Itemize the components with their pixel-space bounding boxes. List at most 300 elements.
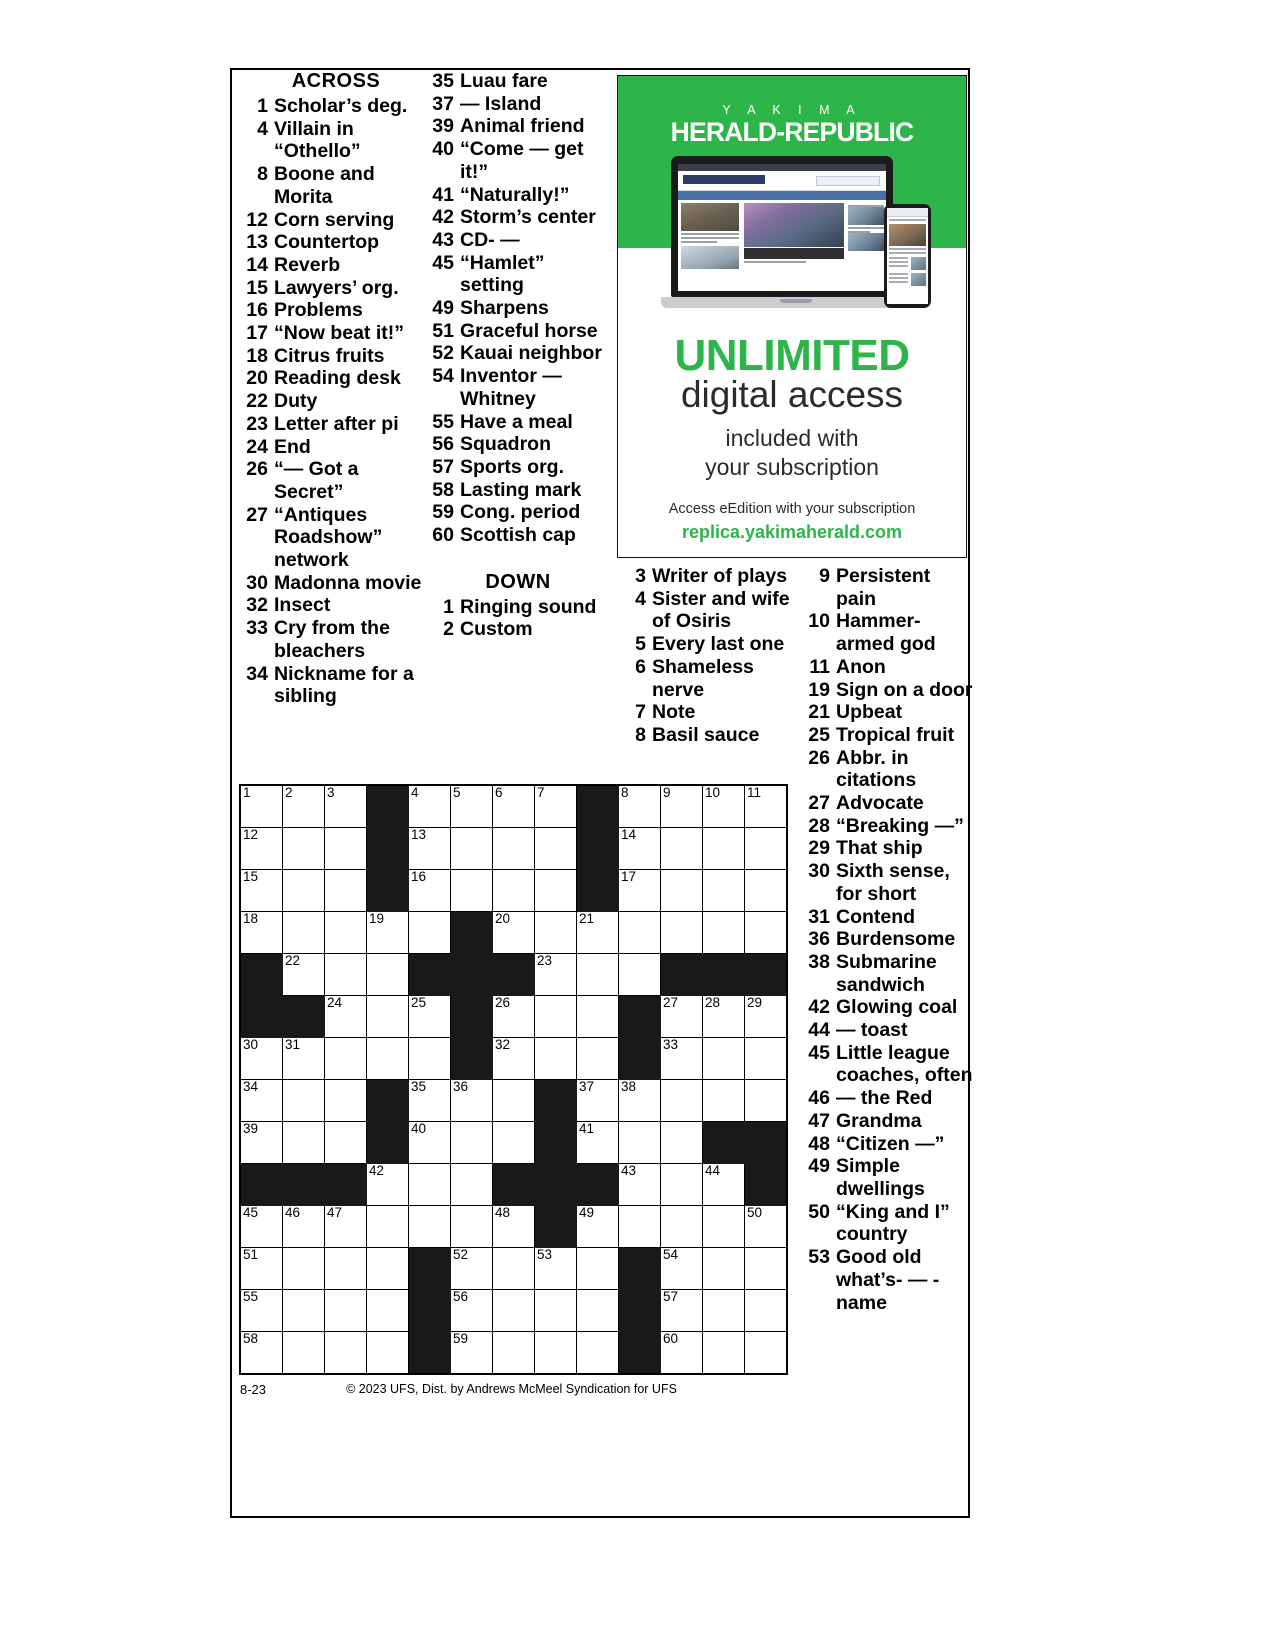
headline-line	[681, 241, 717, 243]
grid-cell[interactable]	[240, 785, 283, 828]
grid-cell[interactable]	[367, 1164, 409, 1206]
clue-number: 26	[246, 458, 268, 481]
grid-cell-block	[619, 996, 661, 1038]
grid-cell[interactable]	[325, 1248, 367, 1290]
grid-cell-block	[745, 954, 788, 996]
grid-cell[interactable]	[661, 1332, 703, 1375]
grid-cell[interactable]	[325, 1122, 367, 1164]
clue-text: Ringing sound	[460, 595, 597, 618]
clue-item	[428, 501, 608, 524]
clue-item	[242, 436, 422, 459]
grid-cell[interactable]	[451, 1122, 493, 1164]
clue-text: Boone and Morita	[274, 163, 375, 208]
grid-cell[interactable]	[703, 996, 745, 1038]
clue-item	[428, 411, 608, 434]
grid-cell[interactable]	[325, 1038, 367, 1080]
grid-row	[240, 954, 787, 996]
grid-cell-number: 51	[243, 1247, 259, 1262]
grid-cell[interactable]	[703, 828, 745, 870]
clue-text: “Now beat it!”	[274, 322, 404, 345]
grid-row	[240, 1080, 787, 1122]
clue-number: 39	[432, 115, 454, 138]
across-heading: ACROSS	[291, 70, 381, 92]
grid-cell[interactable]	[283, 912, 325, 954]
grid-cell-number: 46	[285, 1205, 301, 1220]
grid-cell[interactable]	[619, 828, 661, 870]
grid-cell[interactable]	[577, 1206, 619, 1248]
grid-cell[interactable]	[367, 912, 409, 954]
grid-cell[interactable]	[703, 870, 745, 912]
grid-cell[interactable]	[703, 1248, 745, 1290]
grid-row	[240, 870, 787, 912]
grid-cell[interactable]	[451, 1332, 493, 1375]
grid-cell[interactable]	[283, 1206, 325, 1248]
clue-number: 19	[808, 678, 830, 701]
clue-number: 54	[432, 365, 454, 388]
clue-text: Nickname for a sibling	[274, 662, 414, 708]
site-header	[678, 171, 886, 191]
grid-cell-number: 52	[453, 1247, 469, 1262]
grid-cell-number: 11	[747, 785, 762, 800]
grid-cell-number: 25	[411, 995, 427, 1010]
grid-cell[interactable]	[745, 870, 788, 912]
clue-number: 6	[635, 655, 646, 678]
grid-cell[interactable]	[745, 785, 788, 828]
grid-cell[interactable]	[577, 1248, 619, 1290]
grid-cell[interactable]	[451, 1248, 493, 1290]
grid-cell[interactable]	[703, 785, 745, 828]
grid-cell[interactable]	[577, 912, 619, 954]
clue-number: 49	[808, 1155, 830, 1178]
grid-cell[interactable]	[451, 828, 493, 870]
clue-item	[428, 115, 608, 138]
grid-cell[interactable]	[283, 1080, 325, 1122]
grid-cell[interactable]	[577, 1122, 619, 1164]
clue-text: CD- —	[460, 228, 520, 251]
phone-text-line	[889, 219, 926, 221]
grid-cell[interactable]	[283, 785, 325, 828]
grid-cell-block	[619, 1248, 661, 1290]
grid-cell[interactable]	[535, 1038, 577, 1080]
grid-cell[interactable]	[325, 870, 367, 912]
grid-cell[interactable]	[577, 996, 619, 1038]
grid-cell[interactable]	[745, 828, 788, 870]
grid-cell[interactable]	[661, 1080, 703, 1122]
clue-number: 1	[257, 95, 268, 117]
crossword-grid[interactable]	[239, 784, 788, 1375]
clue-text: Grandma	[836, 1109, 922, 1132]
grid-cell[interactable]	[240, 828, 283, 870]
grid-cell[interactable]	[367, 1038, 409, 1080]
grid-cell[interactable]	[325, 1080, 367, 1122]
phone-thumbnail	[911, 257, 926, 270]
clue-item	[804, 996, 974, 1019]
grid-cell-number: 6	[495, 785, 503, 800]
grid-row	[240, 1290, 787, 1332]
grid-cell-number: 2	[285, 785, 293, 800]
grid-cell-number: 17	[621, 869, 637, 884]
grid-cell[interactable]	[451, 785, 493, 828]
clue-item	[804, 679, 974, 702]
clue-item	[804, 906, 974, 929]
grid-cell[interactable]	[493, 870, 535, 912]
clue-number: 42	[808, 996, 830, 1019]
grid-cell[interactable]	[535, 1248, 577, 1290]
across-clue-list-1	[242, 95, 422, 708]
grid-cell[interactable]	[409, 1038, 451, 1080]
grid-cell[interactable]	[745, 1038, 788, 1080]
grid-cell[interactable]	[283, 1248, 325, 1290]
grid-cell-number: 1	[243, 785, 251, 800]
grid-cell[interactable]	[493, 785, 535, 828]
clue-text: Luau fare	[460, 70, 548, 92]
phone-text-line	[889, 252, 926, 254]
grid-cell-block	[240, 954, 283, 996]
clue-number: 45	[432, 251, 454, 274]
grid-cell[interactable]	[367, 996, 409, 1038]
grid-cell-number: 44	[705, 1163, 721, 1178]
grid-cell-number: 27	[663, 995, 679, 1010]
grid-cell[interactable]	[535, 912, 577, 954]
grid-cell[interactable]	[577, 954, 619, 996]
grid-cell-number: 45	[243, 1205, 259, 1220]
grid-cell[interactable]	[325, 912, 367, 954]
grid-cell[interactable]	[619, 912, 661, 954]
inline-ad-image	[681, 246, 739, 269]
clue-item	[620, 565, 800, 588]
grid-cell[interactable]	[661, 1248, 703, 1290]
clue-text: “Breaking —”	[836, 814, 964, 837]
grid-cell[interactable]	[240, 1206, 283, 1248]
grid-cell[interactable]	[619, 1122, 661, 1164]
clue-number: 50	[808, 1200, 830, 1223]
grid-cell-block	[240, 996, 283, 1038]
grid-cell[interactable]	[661, 1290, 703, 1332]
grid-cell[interactable]	[409, 1206, 451, 1248]
clue-number: 49	[432, 297, 454, 320]
subscription-advertisement[interactable]	[617, 75, 967, 558]
grid-cell[interactable]	[535, 870, 577, 912]
grid-cell[interactable]	[745, 996, 788, 1038]
grid-cell-number: 33	[663, 1037, 679, 1052]
grid-cell-number: 32	[495, 1037, 511, 1052]
grid-cell[interactable]	[619, 1164, 661, 1206]
grid-cell[interactable]	[619, 870, 661, 912]
clue-item	[428, 342, 608, 365]
grid-cell-number: 50	[747, 1205, 763, 1220]
grid-cell[interactable]	[240, 1122, 283, 1164]
grid-cell[interactable]	[493, 1080, 535, 1122]
grid-cell-number: 10	[705, 785, 721, 800]
clue-number: 4	[257, 117, 268, 140]
site-logo	[683, 175, 765, 184]
grid-cell-number: 40	[411, 1121, 427, 1136]
grid-cell[interactable]	[451, 870, 493, 912]
content-center-column	[742, 200, 846, 276]
grid-cell[interactable]	[325, 785, 367, 828]
clue-text: Note	[652, 701, 696, 724]
grid-cell[interactable]	[493, 1206, 535, 1248]
clue-number: 12	[246, 208, 268, 231]
grid-cell-number: 29	[747, 995, 763, 1010]
grid-cell[interactable]	[493, 912, 535, 954]
clue-text: Custom	[460, 618, 533, 641]
grid-cell[interactable]	[493, 1038, 535, 1080]
down-clue-list-head	[428, 596, 608, 641]
grid-cell[interactable]	[535, 996, 577, 1038]
laptop-webpage	[678, 164, 886, 291]
grid-cell[interactable]	[703, 912, 745, 954]
grid-cell-number: 16	[411, 869, 427, 884]
grid-cell[interactable]	[661, 912, 703, 954]
clue-text: Problems	[274, 299, 363, 322]
grid-cell[interactable]	[661, 1164, 703, 1206]
grid-cell[interactable]	[367, 954, 409, 996]
grid-cell[interactable]	[240, 1080, 283, 1122]
grid-cell[interactable]	[619, 1080, 661, 1122]
clue-number: 17	[246, 322, 268, 345]
clue-number: 30	[246, 571, 268, 594]
ad-headline-digital-access: digital access	[680, 374, 904, 415]
ad-replica-link[interactable]: replica.yakimaherald.com	[681, 522, 903, 542]
grid-cell[interactable]	[493, 1332, 535, 1375]
grid-cell[interactable]	[283, 828, 325, 870]
grid-cell[interactable]	[745, 1290, 788, 1332]
grid-cell-number: 8	[621, 785, 629, 800]
grid-cell-block	[409, 1332, 451, 1375]
grid-cell[interactable]	[535, 828, 577, 870]
clue-text: — the Red	[836, 1087, 933, 1110]
clue-item	[428, 456, 608, 479]
grid-cell[interactable]	[703, 1332, 745, 1375]
grid-cell-number: 49	[579, 1205, 595, 1220]
grid-cell[interactable]	[451, 1080, 493, 1122]
grid-cell[interactable]	[703, 1290, 745, 1332]
clue-number: 60	[432, 524, 454, 547]
grid-cell[interactable]	[577, 1290, 619, 1332]
grid-cell-number: 12	[243, 827, 259, 842]
grid-cell[interactable]	[661, 996, 703, 1038]
grid-cell[interactable]	[325, 1206, 367, 1248]
grid-cell[interactable]	[661, 1122, 703, 1164]
clue-item	[242, 322, 422, 345]
clue-item	[804, 747, 974, 792]
grid-cell[interactable]	[661, 1206, 703, 1248]
clue-item	[804, 792, 974, 815]
grid-cell[interactable]	[745, 1248, 788, 1290]
clue-text: Abbr. in citations	[836, 746, 917, 792]
clue-number: 8	[257, 163, 268, 186]
grid-cell-number: 60	[663, 1331, 679, 1346]
grid-cell[interactable]	[451, 1206, 493, 1248]
grid-cell[interactable]	[325, 1290, 367, 1332]
grid-cell[interactable]	[619, 785, 661, 828]
clue-number: 29	[808, 837, 830, 860]
clue-text: — Island	[460, 92, 542, 115]
grid-cell[interactable]	[703, 1080, 745, 1122]
grid-cell[interactable]	[325, 828, 367, 870]
grid-cell[interactable]	[409, 1080, 451, 1122]
clue-text: Insect	[274, 594, 331, 617]
grid-cell[interactable]	[409, 996, 451, 1038]
grid-cell[interactable]	[240, 1332, 283, 1375]
grid-cell[interactable]	[240, 870, 283, 912]
grid-cell[interactable]	[283, 1038, 325, 1080]
grid-cell[interactable]	[577, 1080, 619, 1122]
clue-item	[242, 413, 422, 436]
clue-text: Graceful horse	[460, 319, 598, 342]
grid-cell[interactable]	[240, 1248, 283, 1290]
clue-number: 30	[808, 860, 830, 883]
grid-cell-number: 31	[285, 1037, 301, 1052]
sidebar-line	[848, 227, 884, 229]
grid-cell[interactable]	[283, 870, 325, 912]
clue-item	[242, 458, 422, 503]
clue-number: 57	[432, 455, 454, 478]
clue-text: Submarine sandwich	[836, 950, 937, 996]
grid-cell[interactable]	[619, 954, 661, 996]
grid-cell[interactable]	[283, 1122, 325, 1164]
clue-number: 33	[246, 617, 268, 640]
grid-cell-block	[451, 912, 493, 954]
grid-cell[interactable]	[325, 1332, 367, 1375]
clue-item	[428, 596, 608, 619]
site-search-box	[816, 176, 880, 186]
grid-cell[interactable]	[409, 785, 451, 828]
clue-item	[428, 618, 608, 641]
grid-cell[interactable]	[409, 870, 451, 912]
clue-number: 46	[808, 1087, 830, 1110]
clue-number: 3	[635, 565, 646, 587]
grid-cell[interactable]	[367, 1332, 409, 1375]
grid-cell[interactable]	[493, 1290, 535, 1332]
grid-cell[interactable]	[535, 954, 577, 996]
clue-item	[428, 365, 608, 410]
grid-cell-block	[409, 1248, 451, 1290]
clue-item	[242, 254, 422, 277]
grid-cell-block	[577, 1164, 619, 1206]
clue-number: 58	[432, 478, 454, 501]
clue-item	[620, 656, 800, 701]
grid-cell[interactable]	[451, 1290, 493, 1332]
grid-cell-block	[451, 1038, 493, 1080]
grid-row	[240, 1206, 787, 1248]
clue-number: 43	[432, 228, 454, 251]
grid-row	[240, 828, 787, 870]
clue-text: Citrus fruits	[274, 344, 385, 367]
grid-cell[interactable]	[577, 1038, 619, 1080]
sidebar-photo	[848, 233, 884, 251]
clue-item	[804, 656, 974, 679]
grid-cell[interactable]	[577, 1332, 619, 1375]
grid-cell[interactable]	[367, 1290, 409, 1332]
clue-item	[428, 93, 608, 116]
clue-item	[428, 433, 608, 456]
grid-cell[interactable]	[703, 1164, 745, 1206]
grid-cell[interactable]	[283, 1290, 325, 1332]
grid-cell[interactable]	[703, 1206, 745, 1248]
grid-cell[interactable]	[703, 1038, 745, 1080]
grid-cell[interactable]	[240, 1290, 283, 1332]
clue-number: 51	[432, 319, 454, 342]
ad-access-note: Access eEdition with your subscription	[668, 501, 916, 517]
grid-cell[interactable]	[493, 1122, 535, 1164]
grid-cell[interactable]	[493, 1248, 535, 1290]
grid-row	[240, 1248, 787, 1290]
grid-cell[interactable]	[367, 1248, 409, 1290]
clue-number: 35	[432, 70, 454, 92]
grid-cell-number: 43	[621, 1163, 637, 1178]
grid-cell-number: 20	[495, 911, 511, 926]
clue-number: 13	[246, 231, 268, 254]
grid-cell[interactable]	[661, 828, 703, 870]
grid-cell[interactable]	[409, 828, 451, 870]
clue-text: “Hamlet” setting	[460, 251, 545, 297]
grid-cell[interactable]	[240, 1038, 283, 1080]
grid-cell[interactable]	[409, 1164, 451, 1206]
clue-text: Corn serving	[274, 208, 395, 231]
clue-item	[804, 860, 974, 905]
grid-cell[interactable]	[493, 996, 535, 1038]
clue-text: Advocate	[836, 792, 924, 815]
grid-cell[interactable]	[283, 1332, 325, 1375]
grid-cell[interactable]	[409, 1122, 451, 1164]
grid-cell[interactable]	[367, 1206, 409, 1248]
grid-cell[interactable]	[661, 870, 703, 912]
copyright-notice: © 2023 UFS, Dist. by Andrews McMeel Syndication for UFS	[346, 1382, 677, 1396]
clue-text: Contend	[836, 905, 916, 928]
grid-cell[interactable]	[661, 1038, 703, 1080]
grid-cell-block	[325, 1164, 367, 1206]
clue-item	[428, 252, 608, 297]
clue-number: 56	[432, 433, 454, 456]
clue-text: Storm’s center	[460, 206, 596, 229]
clue-number: 45	[808, 1041, 830, 1064]
grid-cell[interactable]	[493, 828, 535, 870]
clue-item	[804, 1201, 974, 1246]
laptop-notch	[780, 299, 812, 303]
grid-cell[interactable]	[619, 1206, 661, 1248]
grid-cell[interactable]	[745, 1332, 788, 1375]
clue-number: 37	[432, 92, 454, 115]
grid-cell[interactable]	[745, 912, 788, 954]
grid-cell[interactable]	[535, 785, 577, 828]
grid-cell-number: 14	[621, 827, 637, 842]
grid-cell[interactable]	[661, 785, 703, 828]
clue-item	[428, 70, 608, 93]
grid-cell[interactable]	[283, 954, 325, 996]
grid-cell-block	[703, 1122, 745, 1164]
grid-cell[interactable]	[240, 912, 283, 954]
grid-cell[interactable]	[325, 996, 367, 1038]
grid-cell-number: 3	[327, 785, 335, 800]
grid-cell[interactable]	[451, 1164, 493, 1206]
clue-number: 10	[808, 610, 830, 633]
grid-cell-block	[367, 785, 409, 828]
grid-cell-block	[409, 954, 451, 996]
grid-cell[interactable]	[325, 954, 367, 996]
grid-cell[interactable]	[409, 912, 451, 954]
content-left-column	[678, 200, 742, 276]
clue-number: 28	[808, 814, 830, 837]
grid-cell[interactable]	[745, 1080, 788, 1122]
clue-text: Shameless nerve	[652, 655, 754, 701]
grid-cell[interactable]	[535, 1290, 577, 1332]
clue-item	[242, 299, 422, 322]
grid-cell[interactable]	[745, 1206, 788, 1248]
grid-row	[240, 785, 787, 828]
grid-cell[interactable]	[535, 1332, 577, 1375]
